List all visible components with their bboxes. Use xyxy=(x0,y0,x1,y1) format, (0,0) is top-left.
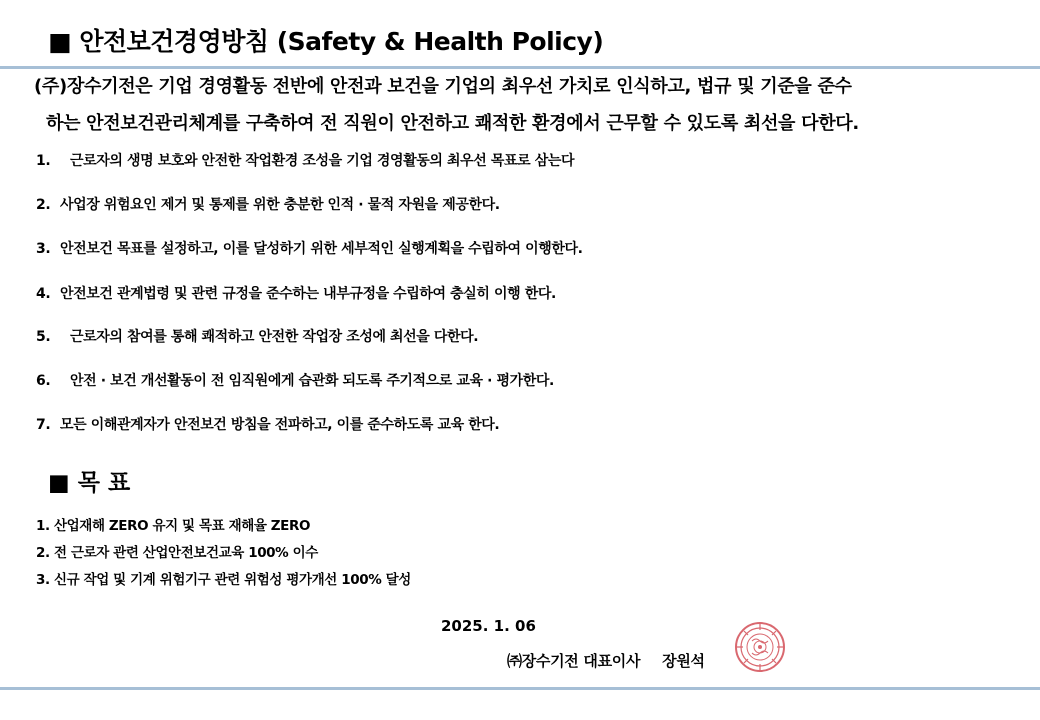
goal-item-2: 2. 전 근로자 관련 산업안전보건교육 100% 이수 xyxy=(36,545,318,561)
signature-line xyxy=(507,650,705,671)
bottom-divider xyxy=(0,687,1040,690)
policy-item-text: 사업장 위험요인 제거 및 통제를 위한 충분한 인적 · 물적 자원을 제공한다. xyxy=(60,197,500,213)
company-title: ㈜장수기전 대표이사 xyxy=(507,652,641,670)
policy-item-number: 1. xyxy=(36,153,51,169)
goal-item-3: 3. 신규 작업 및 기계 위험기구 관련 위험성 평가개선 100% 달성 xyxy=(36,572,411,588)
policy-item-text: 안전보건 목표를 설정하고, 이를 달성하기 위한 세부적인 실행계획을 수립하여 이행한다. xyxy=(60,241,583,257)
page-title: ■ 안전보건경영방침 (Safety & Health Policy) xyxy=(48,27,604,56)
policy-item-1 xyxy=(36,150,574,170)
intro-line-2: 하는 안전보건관리체계를 구축하여 전 직원이 안전하고 쾌적한 환경에서 근무할 수 있도록 최선을 다한다. xyxy=(46,113,859,134)
policy-item-text: 모든 이해관계자가 안전보건 방침을 전파하고, 이를 준수하도록 교육 한다. xyxy=(60,417,500,433)
policy-item-2 xyxy=(36,194,500,214)
company-seal-icon xyxy=(734,621,786,673)
intro-line-1: (주)장수기전은 기업 경영활동 전반에 안전과 보건을 기업의 최우선 가치로 인식하고, 법규 및 기준을 준수 xyxy=(34,76,852,97)
goals-title: ■ 목 표 xyxy=(48,470,131,496)
policy-item-3 xyxy=(36,238,583,258)
policy-item-number: 2. xyxy=(36,197,51,213)
policy-item-5 xyxy=(36,326,478,346)
policy-item-number: 5. xyxy=(36,329,51,345)
policy-item-text: 안전보건 관계법령 및 관련 규정을 준수하는 내부규정을 수립하여 충실히 이행 한다. xyxy=(60,286,556,302)
policy-item-number: 3. xyxy=(36,241,51,257)
policy-item-number: 6. xyxy=(36,373,51,389)
policy-date: 2025. 1. 06 xyxy=(441,617,536,635)
ceo-name: 장원석 xyxy=(662,652,705,670)
policy-item-text: 근로자의 생명 보호와 안전한 작업환경 조성을 기업 경영활동의 최우선 목표로 삼는다 xyxy=(70,153,575,169)
policy-item-6 xyxy=(36,370,554,390)
policy-item-7 xyxy=(36,414,499,434)
policy-item-4 xyxy=(36,283,556,303)
policy-item-number: 4. xyxy=(36,286,51,302)
policy-item-text: 근로자의 참여를 통해 쾌적하고 안전한 작업장 조성에 최선을 다한다. xyxy=(70,329,479,345)
goal-item-1: 1. 산업재해 ZERO 유지 및 목표 재해율 ZERO xyxy=(36,518,311,534)
policy-item-number: 7. xyxy=(36,417,51,433)
policy-item-text: 안전 · 보건 개선활동이 전 임직원에게 습관화 되도록 주기적으로 교육 · 평가한다. xyxy=(70,373,554,389)
top-divider xyxy=(0,66,1040,69)
